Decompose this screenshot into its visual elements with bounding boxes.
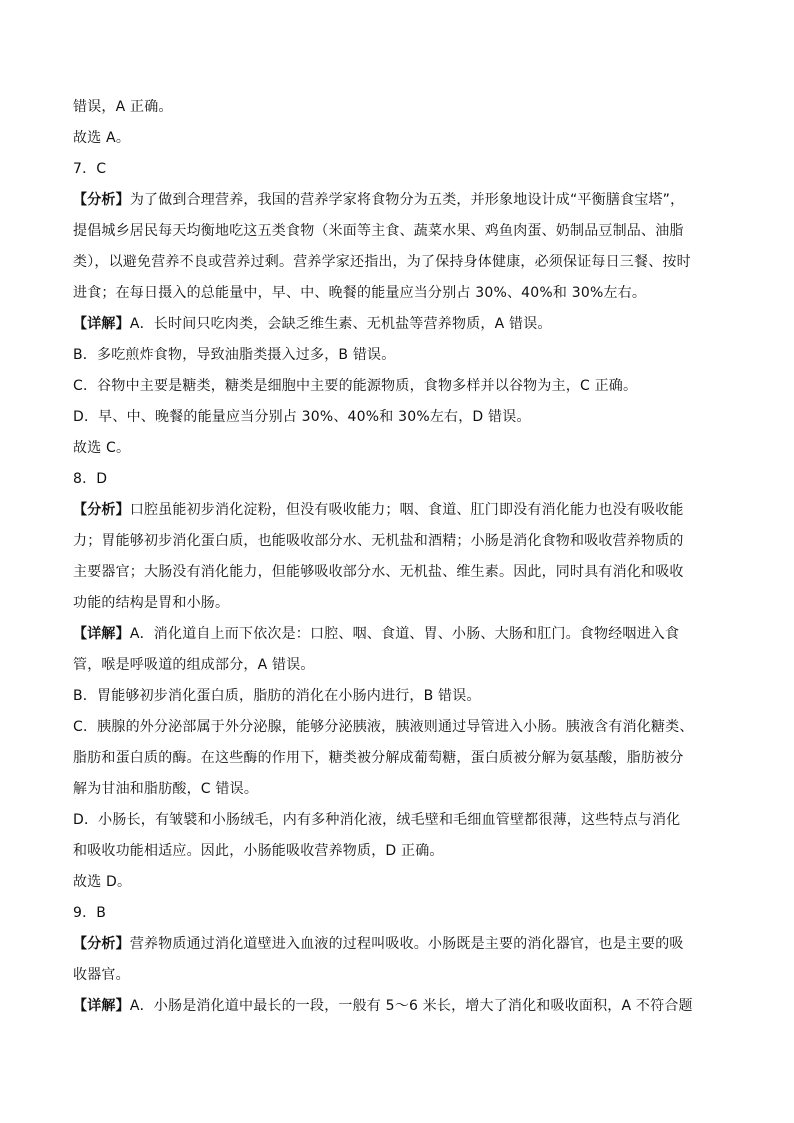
text-line [73, 252, 691, 283]
text-line [73, 872, 673, 903]
text-line [73, 655, 673, 686]
line-text: D．早、中、晚餐的能量应当分别占 30%、40%和 30%左右，D 错误。 [73, 409, 531, 425]
text-line [73, 314, 673, 345]
text-line [73, 283, 673, 314]
text-line [73, 841, 673, 872]
section-tag: 【分析】 [73, 502, 130, 518]
text-line [73, 903, 673, 934]
text-line [73, 748, 684, 779]
text-line [73, 469, 673, 500]
line-text: 解为甘油和脂肪酸，C 错误。 [73, 781, 259, 797]
line-text: 为了做到合理营养，我国的营养学家将食物分为五类，并形象地设计成“平衡膳食宝塔”， [129, 192, 685, 208]
text-line [73, 345, 673, 376]
text-line [73, 438, 673, 469]
line-text: 类），以避免营养不良或营养过剩。营养学家还指出，为了保持身体健康，必须保证每日三餐、按时 [73, 254, 691, 270]
section-tag: 【详解】 [73, 316, 130, 332]
text-line [73, 624, 680, 655]
line-text: 故选 C。 [73, 440, 131, 456]
line-text: C．胰腺的外分泌部属于外分泌腺，能够分泌胰液，胰液则通过导管进入小肠。胰液含有消化糖类、 [73, 719, 694, 735]
line-text: 脂肪和蛋白质的酶。在这些酶的作用下，糖类被分解成葡萄糖，蛋白质被分解为氨基酸，脂肪被分 [73, 750, 684, 766]
text-line [73, 128, 673, 159]
line-text: 进食；在每日摄入的总能量中，早、中、晚餐的能量应当分别占 30%、40%和 30%左右。 [73, 285, 647, 301]
line-text: 口腔虽能初步消化淀粉，但没有吸收能力；咽、食道、肛门即没有消化能力也没有吸收能 [129, 502, 684, 518]
line-text: 7．C [73, 161, 107, 177]
text-line [73, 686, 673, 717]
text-line [73, 159, 673, 190]
line-text: 8．D [73, 471, 108, 487]
text-line [73, 407, 673, 438]
text-line [73, 810, 681, 841]
line-text: A．消化道自上而下依次是：口腔、咽、食道、胃、小肠、大肠和肛门。食物经咽进入食 [129, 626, 680, 642]
line-text: B．多吃煎炸食物，导致油脂类摄入过多，B 错误。 [73, 347, 396, 363]
line-text: A．小肠是消化道中最长的一段，一般有 5～6 米长，增大了消化和吸收面积，A 不符合题 [129, 998, 693, 1014]
line-text: 故选 A。 [73, 130, 131, 146]
line-text: D．小肠长，有皱襞和小肠绒毛，内有多种消化液，绒毛壁和毛细血管壁都很薄，这些特点与消化 [73, 812, 681, 828]
page-content [73, 97, 694, 1027]
text-line [73, 593, 673, 624]
text-line [73, 190, 685, 221]
section-tag: 【详解】 [73, 626, 130, 642]
text-line [73, 996, 693, 1027]
line-text: 主要器官；大肠没有消化能力，但能够吸收部分水、无机盐、维生素。因此，同时具有消化和吸收 [73, 564, 684, 580]
section-tag: 【详解】 [73, 998, 130, 1014]
section-tag: 【分析】 [73, 936, 130, 952]
line-text: 故选 D。 [73, 874, 132, 890]
text-line [73, 500, 684, 531]
line-text: 9．B [73, 905, 107, 921]
section-tag: 【分析】 [73, 192, 130, 208]
line-text: C．谷物中主要是糖类，糖类是细胞中主要的能源物质，食物多样并以谷物为主，C 正确。 [73, 378, 638, 394]
text-line [73, 562, 684, 593]
text-line [73, 934, 684, 965]
text-line [73, 376, 673, 407]
text-line [73, 531, 684, 562]
line-text: 管，喉是呼吸道的组成部分，A 错误。 [73, 657, 315, 673]
line-text: 和吸收功能相适应。因此，小肠能吸收营养物质，D 正确。 [73, 843, 444, 859]
line-text: A．长时间只吃肉类，会缺乏维生素、无机盐等营养物质，A 错误。 [129, 316, 552, 332]
line-text: 提倡城乡居民每天均衡地吃这五类食物（米面等主食、蔬菜水果、鸡鱼肉蛋、奶制品豆制品、油脂 [73, 223, 684, 239]
line-text: 错误，A 正确。 [73, 99, 173, 115]
text-line [73, 97, 673, 128]
line-text: 力；胃能够初步消化蛋白质，也能吸收部分水、无机盐和酒精；小肠是消化食物和吸收营养物质的 [73, 533, 684, 549]
text-line [73, 221, 684, 252]
line-text: 营养物质通过消化道壁进入血液的过程叫吸收。小肠既是主要的消化器官，也是主要的吸 [129, 936, 684, 952]
text-line [73, 779, 673, 810]
line-text: B．胃能够初步消化蛋白质，脂肪的消化在小肠内进行，B 错误。 [73, 688, 481, 704]
text-line [73, 965, 673, 996]
line-text: 收器官。 [73, 967, 130, 983]
line-text: 功能的结构是胃和小肠。 [73, 595, 230, 611]
text-line [73, 717, 694, 748]
